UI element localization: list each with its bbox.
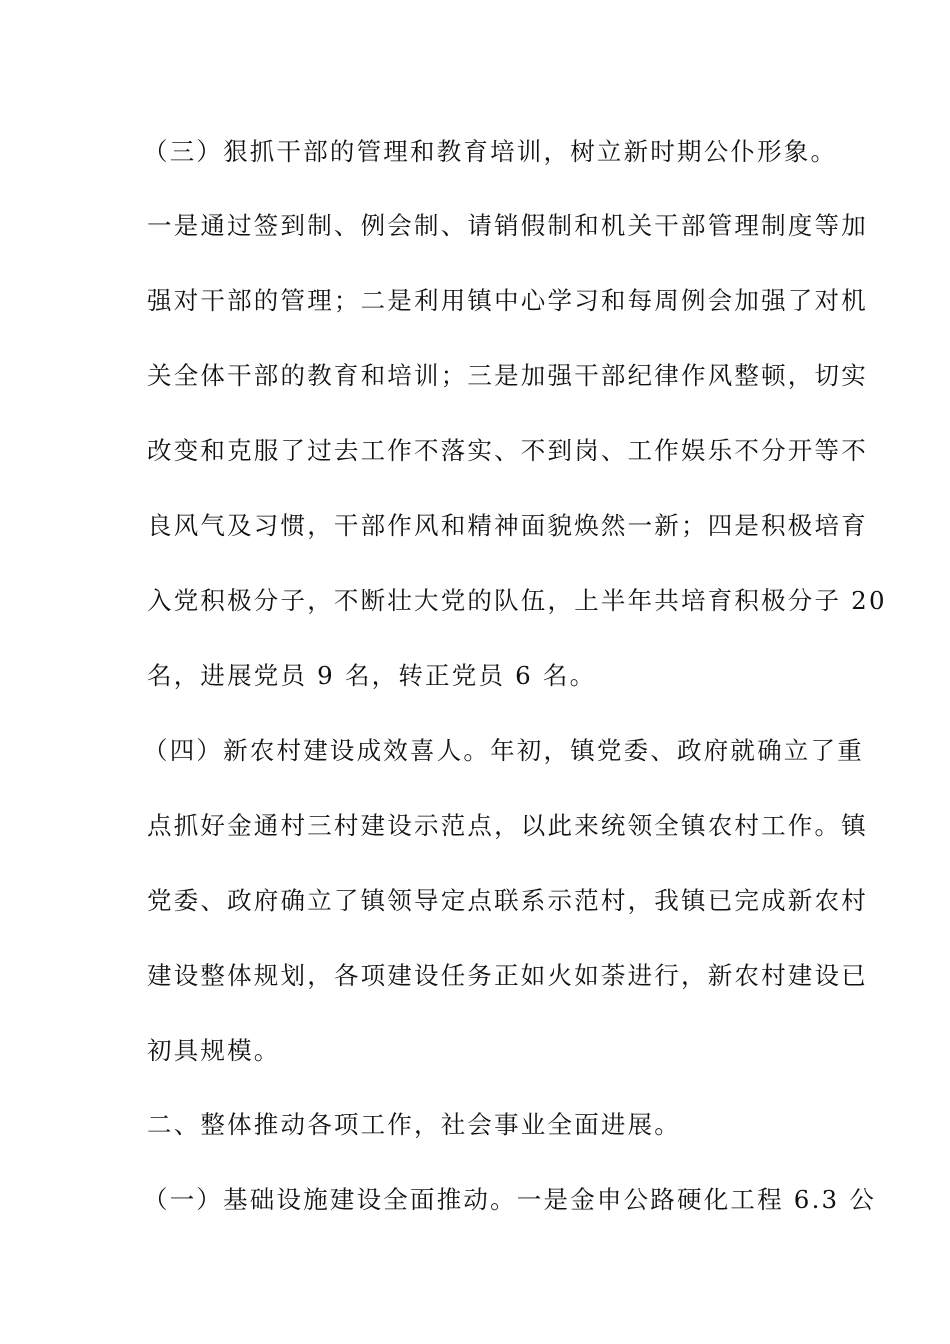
- section-heading-3: （三）狠抓干部的管理和教育培训，树立新时期公仆形象。: [143, 137, 838, 166]
- paragraph-line: 改变和克服了过去工作不落实、不到岗、工作娱乐不分开等不: [147, 436, 868, 465]
- paragraph-line: 一是通过签到制、例会制、请销假制和机关干部管理制度等加: [147, 211, 868, 240]
- section-heading-4: （四）新农村建设成效喜人。年初，镇党委、政府就确立了重: [143, 736, 864, 765]
- paragraph-line: 党委、政府确立了镇领导定点联系示范村，我镇已完成新农村: [147, 886, 868, 915]
- paragraph-line: 强对干部的管理；二是利用镇中心学习和每周例会加强了对机: [147, 286, 868, 315]
- section-heading-2: 二、整体推动各项工作，社会事业全面进展。: [147, 1110, 681, 1139]
- paragraph-line: 关全体干部的教育和培训；三是加强干部纪律作风整顿，切实: [147, 361, 868, 390]
- paragraph-line: 良风气及习惯，干部作风和精神面貌焕然一新；四是积极培育: [147, 511, 868, 540]
- section-heading-1: （一）基础设施建设全面推动。一是金申公路硬化工程 6.3 公: [143, 1185, 877, 1214]
- paragraph-line: 名，进展党员 9 名，转正党员 6 名。: [147, 661, 597, 690]
- paragraph-line: 建设整体规划，各项建设任务正如火如荼进行，新农村建设已: [147, 961, 868, 990]
- paragraph-line: 初具规模。: [147, 1036, 281, 1065]
- paragraph-line: 入党积极分子，不断壮大党的队伍，上半年共培育积极分子 20: [147, 586, 887, 615]
- paragraph-line: 点抓好金通村三村建设示范点，以此来统领全镇农村工作。镇: [147, 811, 868, 840]
